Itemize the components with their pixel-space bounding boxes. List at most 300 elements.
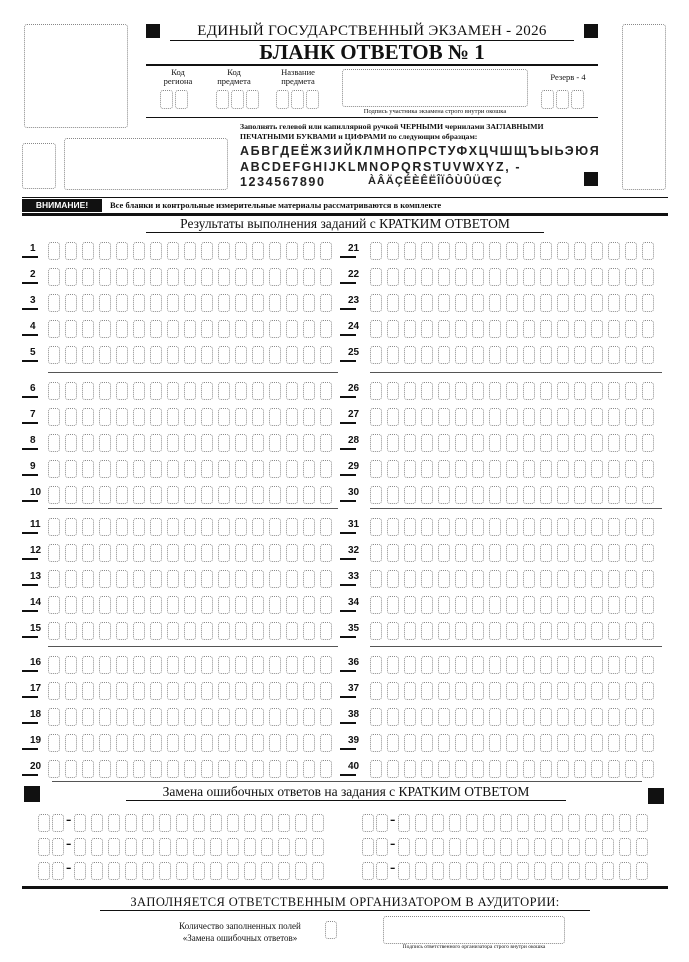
answer-cell[interactable] xyxy=(201,544,213,562)
answer-cell[interactable] xyxy=(472,570,484,588)
answer-cell[interactable] xyxy=(167,656,179,674)
answer-cell[interactable] xyxy=(370,570,382,588)
answer-cell[interactable] xyxy=(218,734,230,752)
answer-cell[interactable] xyxy=(370,734,382,752)
answer-cell[interactable] xyxy=(65,760,77,778)
replacement-answer-cell[interactable] xyxy=(193,862,205,880)
answer-cell[interactable] xyxy=(218,760,230,778)
answer-cell[interactable] xyxy=(82,434,94,452)
answer-cell[interactable] xyxy=(235,382,247,400)
answer-cell[interactable] xyxy=(133,268,145,286)
answer-cell[interactable] xyxy=(82,382,94,400)
replacement-task-cell[interactable] xyxy=(52,814,64,832)
answer-cell[interactable] xyxy=(48,760,60,778)
answer-cell[interactable] xyxy=(625,434,637,452)
replacement-answer-cell[interactable] xyxy=(176,838,188,856)
answer-cell[interactable] xyxy=(116,518,128,536)
answer-cell[interactable] xyxy=(642,708,654,726)
answer-cell[interactable] xyxy=(455,460,467,478)
replacement-answer-cell[interactable] xyxy=(602,814,614,832)
replacement-answer-cell[interactable] xyxy=(176,814,188,832)
answer-cell[interactable] xyxy=(421,518,433,536)
answer-cell[interactable] xyxy=(387,570,399,588)
answer-cell[interactable] xyxy=(608,346,620,364)
answer-cell[interactable] xyxy=(286,408,298,426)
answer-cell[interactable] xyxy=(235,622,247,640)
answer-cell[interactable] xyxy=(320,268,332,286)
answer-cell[interactable] xyxy=(557,320,569,338)
answer-cell[interactable] xyxy=(218,682,230,700)
answer-cell[interactable] xyxy=(218,622,230,640)
replacement-answer-cell[interactable] xyxy=(74,814,86,832)
replacement-task-cell[interactable] xyxy=(38,838,50,856)
replacement-answer-cell[interactable] xyxy=(466,814,478,832)
answer-cell[interactable] xyxy=(387,460,399,478)
answer-cell[interactable] xyxy=(438,596,450,614)
answer-cell[interactable] xyxy=(99,596,111,614)
answer-cell[interactable] xyxy=(252,622,264,640)
answer-cell[interactable] xyxy=(116,460,128,478)
answer-cell[interactable] xyxy=(642,382,654,400)
answer-cell[interactable] xyxy=(99,760,111,778)
answer-cell[interactable] xyxy=(574,656,586,674)
answer-cell[interactable] xyxy=(506,408,518,426)
answer-cell[interactable] xyxy=(642,320,654,338)
answer-cell[interactable] xyxy=(82,760,94,778)
replacement-answer-cell[interactable] xyxy=(108,838,120,856)
answer-cell[interactable] xyxy=(625,622,637,640)
answer-cell[interactable] xyxy=(557,294,569,312)
answer-cell[interactable] xyxy=(455,682,467,700)
answer-cell[interactable] xyxy=(472,294,484,312)
answer-cell[interactable] xyxy=(489,622,501,640)
answer-cell[interactable] xyxy=(99,320,111,338)
answer-cell[interactable] xyxy=(574,596,586,614)
answer-cell[interactable] xyxy=(133,382,145,400)
answer-cell[interactable] xyxy=(150,346,162,364)
answer-cell[interactable] xyxy=(201,708,213,726)
answer-cell[interactable] xyxy=(387,656,399,674)
answer-cell[interactable] xyxy=(591,622,603,640)
answer-cell[interactable] xyxy=(557,708,569,726)
answer-cell[interactable] xyxy=(65,382,77,400)
answer-cell[interactable] xyxy=(642,268,654,286)
replacement-answer-cell[interactable] xyxy=(449,814,461,832)
answer-cell[interactable] xyxy=(201,596,213,614)
replacement-answer-cell[interactable] xyxy=(415,838,427,856)
answer-cell[interactable] xyxy=(99,570,111,588)
answer-cell[interactable] xyxy=(489,486,501,504)
subject-code-cell[interactable] xyxy=(216,90,229,109)
answer-cell[interactable] xyxy=(557,760,569,778)
answer-cell[interactable] xyxy=(150,544,162,562)
answer-cell[interactable] xyxy=(82,460,94,478)
answer-cell[interactable] xyxy=(218,408,230,426)
answer-cell[interactable] xyxy=(303,382,315,400)
answer-cell[interactable] xyxy=(65,622,77,640)
answer-cell[interactable] xyxy=(438,294,450,312)
answer-cell[interactable] xyxy=(65,294,77,312)
answer-cell[interactable] xyxy=(438,460,450,478)
answer-cell[interactable] xyxy=(184,434,196,452)
answer-cell[interactable] xyxy=(506,544,518,562)
answer-cell[interactable] xyxy=(540,268,552,286)
answer-cell[interactable] xyxy=(116,544,128,562)
answer-cell[interactable] xyxy=(320,622,332,640)
answer-cell[interactable] xyxy=(642,294,654,312)
answer-cell[interactable] xyxy=(150,734,162,752)
answer-cell[interactable] xyxy=(455,434,467,452)
answer-cell[interactable] xyxy=(99,294,111,312)
organizer-count-cell[interactable] xyxy=(325,921,337,939)
answer-cell[interactable] xyxy=(370,382,382,400)
answer-cell[interactable] xyxy=(116,734,128,752)
answer-cell[interactable] xyxy=(540,408,552,426)
replacement-task-cell[interactable] xyxy=(52,838,64,856)
answer-cell[interactable] xyxy=(540,434,552,452)
answer-cell[interactable] xyxy=(404,622,416,640)
replacement-task-cell[interactable] xyxy=(38,814,50,832)
answer-cell[interactable] xyxy=(421,408,433,426)
answer-cell[interactable] xyxy=(269,622,281,640)
answer-cell[interactable] xyxy=(252,596,264,614)
answer-cell[interactable] xyxy=(472,382,484,400)
replacement-answer-cell[interactable] xyxy=(74,838,86,856)
answer-cell[interactable] xyxy=(523,760,535,778)
answer-cell[interactable] xyxy=(489,760,501,778)
answer-cell[interactable] xyxy=(65,346,77,364)
answer-cell[interactable] xyxy=(642,346,654,364)
answer-cell[interactable] xyxy=(574,570,586,588)
replacement-answer-cell[interactable] xyxy=(500,838,512,856)
answer-cell[interactable] xyxy=(252,656,264,674)
answer-cell[interactable] xyxy=(557,734,569,752)
answer-cell[interactable] xyxy=(167,268,179,286)
replacement-answer-cell[interactable] xyxy=(415,814,427,832)
answer-cell[interactable] xyxy=(608,268,620,286)
replacement-answer-cell[interactable] xyxy=(602,838,614,856)
replacement-answer-cell[interactable] xyxy=(483,814,495,832)
answer-cell[interactable] xyxy=(150,486,162,504)
answer-cell[interactable] xyxy=(201,518,213,536)
replacement-answer-cell[interactable] xyxy=(227,838,239,856)
answer-cell[interactable] xyxy=(608,760,620,778)
answer-cell[interactable] xyxy=(642,682,654,700)
answer-cell[interactable] xyxy=(65,268,77,286)
replacement-answer-cell[interactable] xyxy=(585,862,597,880)
answer-cell[interactable] xyxy=(608,518,620,536)
region-code-cell[interactable] xyxy=(160,90,173,109)
answer-cell[interactable] xyxy=(65,460,77,478)
replacement-answer-cell[interactable] xyxy=(619,838,631,856)
replacement-answer-cell[interactable] xyxy=(466,862,478,880)
replacement-answer-cell[interactable] xyxy=(244,814,256,832)
answer-cell[interactable] xyxy=(269,320,281,338)
answer-cell[interactable] xyxy=(523,518,535,536)
answer-cell[interactable] xyxy=(506,656,518,674)
answer-cell[interactable] xyxy=(574,294,586,312)
answer-cell[interactable] xyxy=(387,294,399,312)
answer-cell[interactable] xyxy=(472,734,484,752)
answer-cell[interactable] xyxy=(421,596,433,614)
answer-cell[interactable] xyxy=(320,460,332,478)
answer-cell[interactable] xyxy=(218,486,230,504)
answer-cell[interactable] xyxy=(523,544,535,562)
answer-cell[interactable] xyxy=(625,408,637,426)
answer-cell[interactable] xyxy=(625,570,637,588)
replacement-answer-cell[interactable] xyxy=(312,838,324,856)
answer-cell[interactable] xyxy=(235,460,247,478)
answer-cell[interactable] xyxy=(201,760,213,778)
answer-cell[interactable] xyxy=(472,242,484,260)
answer-cell[interactable] xyxy=(150,708,162,726)
answer-cell[interactable] xyxy=(82,346,94,364)
answer-cell[interactable] xyxy=(625,460,637,478)
answer-cell[interactable] xyxy=(269,596,281,614)
answer-cell[interactable] xyxy=(523,656,535,674)
answer-cell[interactable] xyxy=(591,460,603,478)
subject-name-cell[interactable] xyxy=(306,90,319,109)
answer-cell[interactable] xyxy=(99,460,111,478)
answer-cell[interactable] xyxy=(65,708,77,726)
answer-cell[interactable] xyxy=(116,408,128,426)
answer-cell[interactable] xyxy=(370,708,382,726)
answer-cell[interactable] xyxy=(303,734,315,752)
replacement-answer-cell[interactable] xyxy=(91,838,103,856)
replacement-answer-cell[interactable] xyxy=(432,814,444,832)
answer-cell[interactable] xyxy=(540,656,552,674)
answer-cell[interactable] xyxy=(472,460,484,478)
answer-cell[interactable] xyxy=(235,518,247,536)
answer-cell[interactable] xyxy=(438,434,450,452)
answer-cell[interactable] xyxy=(608,570,620,588)
answer-cell[interactable] xyxy=(269,656,281,674)
answer-cell[interactable] xyxy=(625,544,637,562)
replacement-task-cell[interactable] xyxy=(376,838,388,856)
answer-cell[interactable] xyxy=(286,242,298,260)
answer-cell[interactable] xyxy=(370,544,382,562)
answer-cell[interactable] xyxy=(235,294,247,312)
answer-cell[interactable] xyxy=(523,346,535,364)
answer-cell[interactable] xyxy=(116,434,128,452)
answer-cell[interactable] xyxy=(557,486,569,504)
replacement-answer-cell[interactable] xyxy=(398,814,410,832)
answer-cell[interactable] xyxy=(184,486,196,504)
answer-cell[interactable] xyxy=(116,570,128,588)
answer-cell[interactable] xyxy=(472,434,484,452)
answer-cell[interactable] xyxy=(506,708,518,726)
replacement-answer-cell[interactable] xyxy=(244,838,256,856)
answer-cell[interactable] xyxy=(303,294,315,312)
answer-cell[interactable] xyxy=(65,320,77,338)
answer-cell[interactable] xyxy=(167,760,179,778)
answer-cell[interactable] xyxy=(540,760,552,778)
answer-cell[interactable] xyxy=(523,242,535,260)
replacement-answer-cell[interactable] xyxy=(210,838,222,856)
answer-cell[interactable] xyxy=(642,596,654,614)
answer-cell[interactable] xyxy=(99,656,111,674)
answer-cell[interactable] xyxy=(320,544,332,562)
answer-cell[interactable] xyxy=(303,320,315,338)
answer-cell[interactable] xyxy=(591,320,603,338)
answer-cell[interactable] xyxy=(218,544,230,562)
answer-cell[interactable] xyxy=(608,656,620,674)
answer-cell[interactable] xyxy=(523,268,535,286)
answer-cell[interactable] xyxy=(320,486,332,504)
answer-cell[interactable] xyxy=(438,408,450,426)
answer-cell[interactable] xyxy=(116,268,128,286)
answer-cell[interactable] xyxy=(489,434,501,452)
answer-cell[interactable] xyxy=(133,346,145,364)
answer-cell[interactable] xyxy=(235,570,247,588)
answer-cell[interactable] xyxy=(591,570,603,588)
answer-cell[interactable] xyxy=(591,656,603,674)
answer-cell[interactable] xyxy=(387,734,399,752)
answer-cell[interactable] xyxy=(252,268,264,286)
answer-cell[interactable] xyxy=(269,268,281,286)
answer-cell[interactable] xyxy=(489,682,501,700)
replacement-task-cell[interactable] xyxy=(362,862,374,880)
answer-cell[interactable] xyxy=(150,268,162,286)
answer-cell[interactable] xyxy=(235,434,247,452)
answer-cell[interactable] xyxy=(608,460,620,478)
answer-cell[interactable] xyxy=(608,434,620,452)
answer-cell[interactable] xyxy=(303,760,315,778)
answer-cell[interactable] xyxy=(489,518,501,536)
answer-cell[interactable] xyxy=(625,486,637,504)
answer-cell[interactable] xyxy=(591,486,603,504)
replacement-answer-cell[interactable] xyxy=(534,862,546,880)
answer-cell[interactable] xyxy=(540,596,552,614)
answer-cell[interactable] xyxy=(48,320,60,338)
answer-cell[interactable] xyxy=(404,294,416,312)
answer-cell[interactable] xyxy=(421,708,433,726)
answer-cell[interactable] xyxy=(150,408,162,426)
answer-cell[interactable] xyxy=(99,346,111,364)
answer-cell[interactable] xyxy=(642,486,654,504)
answer-cell[interactable] xyxy=(320,320,332,338)
answer-cell[interactable] xyxy=(320,760,332,778)
answer-cell[interactable] xyxy=(320,734,332,752)
answer-cell[interactable] xyxy=(608,544,620,562)
answer-cell[interactable] xyxy=(472,320,484,338)
answer-cell[interactable] xyxy=(370,596,382,614)
replacement-answer-cell[interactable] xyxy=(295,862,307,880)
answer-cell[interactable] xyxy=(286,596,298,614)
replacement-task-cell[interactable] xyxy=(376,862,388,880)
answer-cell[interactable] xyxy=(608,320,620,338)
answer-cell[interactable] xyxy=(150,656,162,674)
answer-cell[interactable] xyxy=(252,734,264,752)
answer-cell[interactable] xyxy=(201,434,213,452)
answer-cell[interactable] xyxy=(252,544,264,562)
answer-cell[interactable] xyxy=(404,408,416,426)
answer-cell[interactable] xyxy=(540,460,552,478)
answer-cell[interactable] xyxy=(455,708,467,726)
answer-cell[interactable] xyxy=(557,434,569,452)
answer-cell[interactable] xyxy=(116,346,128,364)
answer-cell[interactable] xyxy=(506,434,518,452)
reserve-cell[interactable] xyxy=(541,90,554,109)
replacement-answer-cell[interactable] xyxy=(278,862,290,880)
answer-cell[interactable] xyxy=(252,518,264,536)
answer-cell[interactable] xyxy=(438,320,450,338)
answer-cell[interactable] xyxy=(252,382,264,400)
answer-cell[interactable] xyxy=(404,460,416,478)
replacement-answer-cell[interactable] xyxy=(517,838,529,856)
replacement-answer-cell[interactable] xyxy=(159,814,171,832)
answer-cell[interactable] xyxy=(540,346,552,364)
answer-cell[interactable] xyxy=(320,570,332,588)
answer-cell[interactable] xyxy=(608,596,620,614)
answer-cell[interactable] xyxy=(557,268,569,286)
subject-code-cell[interactable] xyxy=(231,90,244,109)
answer-cell[interactable] xyxy=(591,408,603,426)
answer-cell[interactable] xyxy=(320,408,332,426)
answer-cell[interactable] xyxy=(133,320,145,338)
answer-cell[interactable] xyxy=(506,346,518,364)
answer-cell[interactable] xyxy=(303,518,315,536)
answer-cell[interactable] xyxy=(642,544,654,562)
answer-cell[interactable] xyxy=(286,570,298,588)
answer-cell[interactable] xyxy=(574,434,586,452)
answer-cell[interactable] xyxy=(489,408,501,426)
replacement-answer-cell[interactable] xyxy=(74,862,86,880)
answer-cell[interactable] xyxy=(472,682,484,700)
answer-cell[interactable] xyxy=(489,544,501,562)
replacement-answer-cell[interactable] xyxy=(466,838,478,856)
answer-cell[interactable] xyxy=(523,570,535,588)
answer-cell[interactable] xyxy=(387,708,399,726)
answer-cell[interactable] xyxy=(184,320,196,338)
answer-cell[interactable] xyxy=(608,622,620,640)
replacement-answer-cell[interactable] xyxy=(142,862,154,880)
answer-cell[interactable] xyxy=(116,622,128,640)
answer-cell[interactable] xyxy=(150,760,162,778)
replacement-answer-cell[interactable] xyxy=(312,814,324,832)
answer-cell[interactable] xyxy=(48,346,60,364)
answer-cell[interactable] xyxy=(320,294,332,312)
answer-cell[interactable] xyxy=(218,268,230,286)
answer-cell[interactable] xyxy=(286,460,298,478)
subject-name-cell[interactable] xyxy=(291,90,304,109)
replacement-answer-cell[interactable] xyxy=(125,838,137,856)
answer-cell[interactable] xyxy=(201,408,213,426)
answer-cell[interactable] xyxy=(438,622,450,640)
answer-cell[interactable] xyxy=(269,518,281,536)
replacement-answer-cell[interactable] xyxy=(210,814,222,832)
answer-cell[interactable] xyxy=(404,596,416,614)
replacement-answer-cell[interactable] xyxy=(227,862,239,880)
answer-cell[interactable] xyxy=(82,544,94,562)
answer-cell[interactable] xyxy=(133,682,145,700)
answer-cell[interactable] xyxy=(184,518,196,536)
answer-cell[interactable] xyxy=(370,346,382,364)
answer-cell[interactable] xyxy=(184,596,196,614)
answer-cell[interactable] xyxy=(184,544,196,562)
answer-cell[interactable] xyxy=(540,544,552,562)
replacement-answer-cell[interactable] xyxy=(108,814,120,832)
answer-cell[interactable] xyxy=(235,268,247,286)
replacement-answer-cell[interactable] xyxy=(278,814,290,832)
answer-cell[interactable] xyxy=(82,242,94,260)
answer-cell[interactable] xyxy=(489,320,501,338)
answer-cell[interactable] xyxy=(387,596,399,614)
replacement-answer-cell[interactable] xyxy=(636,814,648,832)
answer-cell[interactable] xyxy=(438,242,450,260)
answer-cell[interactable] xyxy=(540,682,552,700)
answer-cell[interactable] xyxy=(167,382,179,400)
